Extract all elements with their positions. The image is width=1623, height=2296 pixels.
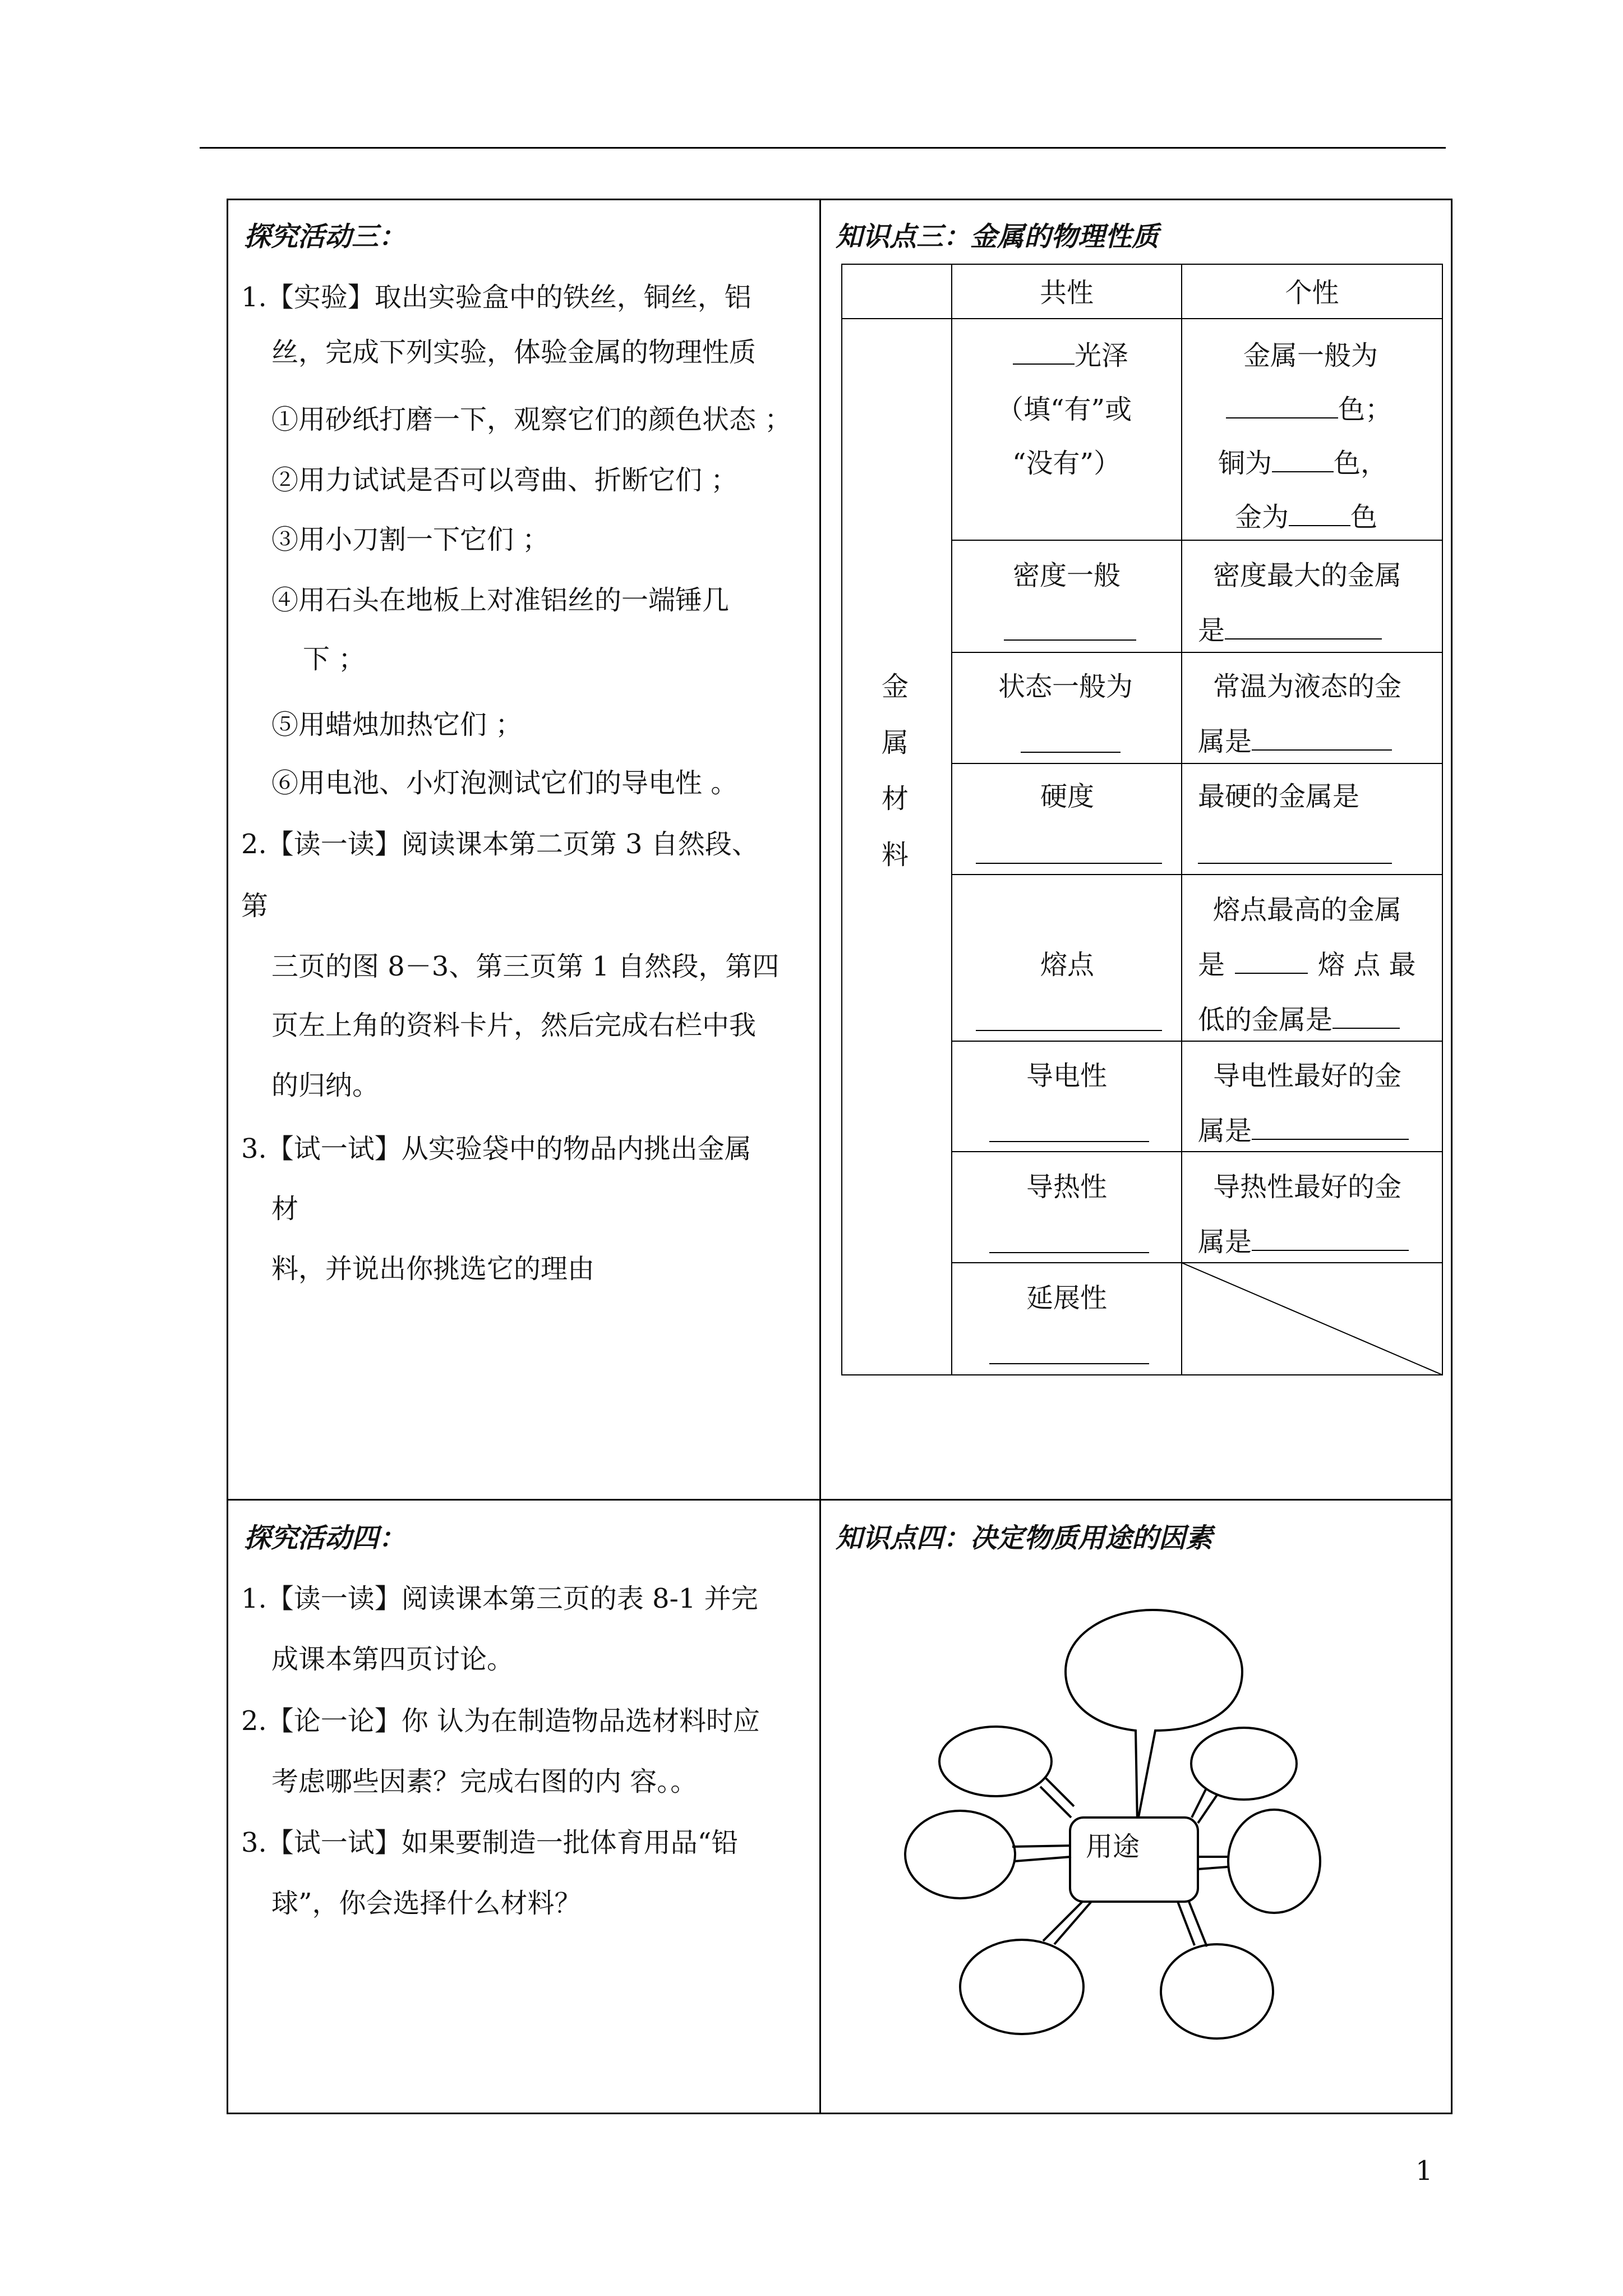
thermal-blank — [989, 1252, 1149, 1253]
uses-mind-map — [897, 1593, 1324, 2042]
factor-bubble — [1161, 1944, 1273, 2039]
table-border-top — [227, 199, 1453, 200]
density-individual: 密度最大的金属 — [1213, 560, 1402, 591]
activity4-line: 成课本第四页讨论。 — [271, 1644, 514, 1675]
electric-blank — [989, 1141, 1149, 1142]
melting-individual: 熔点最高的金属 — [1213, 894, 1402, 926]
luster-hint: “没有”） — [1012, 448, 1121, 479]
activity3-title: 探究活动三： — [244, 221, 406, 252]
row-label-char: 金 — [882, 671, 909, 702]
header-common: 共性 — [1039, 277, 1094, 309]
activity3-line: 料，并说出你挑选它的理由 — [271, 1253, 595, 1285]
knowledge4-title: 知识点四：决定物质用途的因素 — [836, 1522, 1213, 1554]
ductility-cell: 延展性 — [1026, 1282, 1108, 1314]
activity3-line: 的归纳。 — [271, 1070, 380, 1101]
activity3-line: 下 ； — [303, 643, 366, 675]
ductility-blank — [989, 1363, 1149, 1364]
activity3-line: 三页的图 8－3、第三页第 1 自然段，第四 — [271, 951, 780, 982]
density-blank — [1004, 639, 1136, 641]
activity3-line: 材 — [271, 1193, 299, 1225]
activity3-line: ⑤用蜡烛加热它们 ； — [271, 709, 523, 740]
electric-individual: 导电性最好的金 — [1213, 1060, 1402, 1092]
empty-cell-diagonal — [1182, 1263, 1442, 1375]
hardness-cell: 硬度 — [1040, 781, 1095, 812]
density-individual: 是 — [1198, 614, 1382, 647]
factor-bubble — [1228, 1810, 1320, 1913]
page-number: 1 — [1415, 2155, 1433, 2187]
state-individual: 属是 — [1198, 725, 1392, 758]
header-individual: 个性 — [1285, 277, 1339, 309]
table-border-mid — [227, 1499, 1453, 1501]
luster-cell: 光泽 — [1013, 339, 1128, 372]
thermal-individual: 导热性最好的金 — [1213, 1171, 1402, 1203]
state-cell: 状态一般为 — [998, 671, 1133, 702]
activity3-line: 2.【读一读】阅读课本第二页第 3 自然段、 — [241, 829, 759, 860]
state-blank — [1021, 752, 1121, 753]
melting-cell: 熔点 — [1040, 949, 1095, 981]
activity3-line: 页左上角的资料卡片，然后完成右栏中我 — [271, 1010, 757, 1041]
melting-blank — [976, 1030, 1162, 1031]
table-border-bottom — [227, 2113, 1453, 2114]
row-label-char: 材 — [882, 783, 909, 815]
activity4-line: 3.【试一试】如果要制造一批体育用品“铅 — [241, 1827, 739, 1858]
factor-bubble — [1191, 1728, 1297, 1800]
table-border-left — [227, 199, 228, 2114]
color-cell: 铜为 色， — [1218, 448, 1388, 479]
activity4-title: 探究活动四： — [244, 1522, 406, 1554]
row-label-char: 料 — [882, 839, 909, 871]
state-individual: 常温为液态的金 — [1213, 671, 1402, 702]
header-rule — [200, 147, 1446, 149]
color-cell: 色； — [1226, 393, 1392, 426]
activity3-line: ③用小刀割一下它们 ； — [271, 524, 550, 555]
activity4-line: 球”，你会选择什么材料？ — [271, 1888, 582, 1919]
thermal-individual: 属是 — [1198, 1225, 1409, 1259]
melting-individual: 是 熔 点 最 — [1198, 949, 1416, 981]
table-border-center — [819, 199, 821, 2114]
factor-bubble — [905, 1811, 1015, 1898]
luster-hint: （填“有”或 — [997, 394, 1132, 425]
color-cell: 金属一般为 — [1243, 340, 1378, 371]
activity3-line: ④用石头在地板上对准铝丝的一端锤几 — [271, 585, 730, 616]
color-cell: 金为 色 — [1235, 501, 1378, 533]
activity4-line: 1.【读一读】阅读课本第三页的表 8-1 并完 — [241, 1583, 758, 1614]
hardness-blank — [976, 863, 1162, 864]
activity3-line: 丝，完成下列实验，体验金属的物理性质 — [271, 337, 757, 368]
hardness-individual-blank — [1198, 863, 1392, 864]
activity3-line: 3.【试一试】从实验袋中的物品内挑出金属 — [241, 1133, 751, 1165]
activity3-line: 1.【实验】取出实验盒中的铁丝，铜丝，铝 — [241, 282, 751, 313]
melting-individual: 低的金属是 — [1198, 1003, 1400, 1037]
density-cell: 密度一般 — [1013, 560, 1121, 591]
thermal-cell: 导热性 — [1026, 1171, 1108, 1203]
knowledge3-title: 知识点三：金属的物理性质 — [836, 221, 1159, 252]
activity3-line: ②用力试试是否可以弯曲、折断它们 ； — [271, 464, 738, 496]
activity4-line: 2.【论一论】你 认为在制造物品选材料时应 — [241, 1705, 760, 1737]
electric-individual: 属是 — [1198, 1114, 1409, 1148]
activity3-line: ⑥用电池、小灯泡测试它们的导电性 。 — [271, 767, 738, 799]
row-label-char: 属 — [882, 727, 909, 758]
electric-cell: 导电性 — [1026, 1060, 1108, 1092]
center-label: 用途 — [1086, 1831, 1140, 1862]
activity3-line: ①用砂纸打磨一下，观察它们的颜色状态 ； — [271, 404, 792, 435]
hardness-individual: 最硬的金属是 — [1198, 781, 1360, 812]
activity3-line: 第 — [241, 890, 269, 922]
factor-bubble — [939, 1727, 1052, 1796]
factor-bubble — [960, 1940, 1083, 2034]
activity4-line: 考虑哪些因素？完成右图的内 容。。 — [271, 1766, 698, 1797]
table-border-right — [1451, 199, 1453, 2114]
